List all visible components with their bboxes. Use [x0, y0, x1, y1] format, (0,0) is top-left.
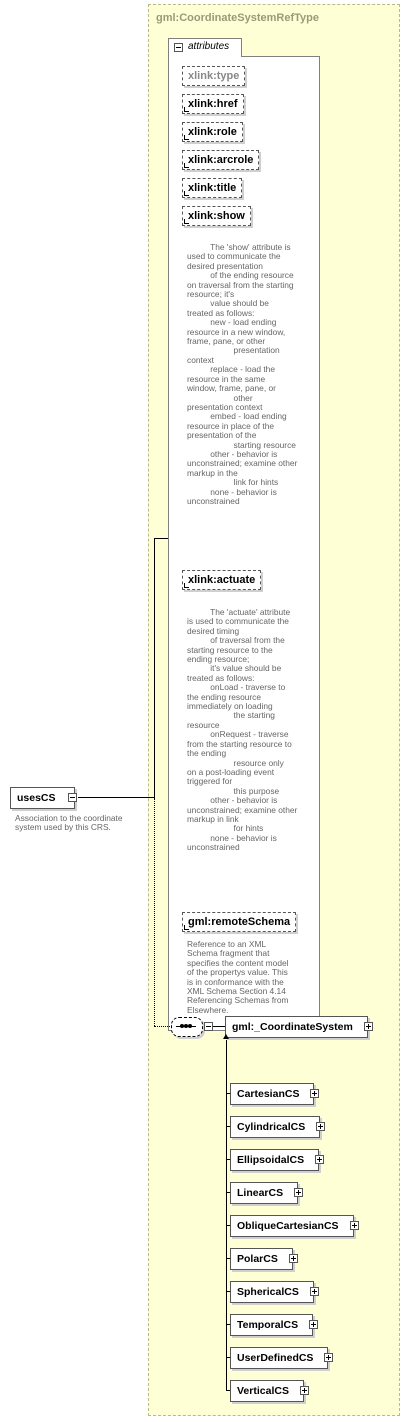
xlink-show-documentation: The 'show' attribute is used to communicate the desired presentation of the ending resource on traversal from the starting resource; it's value should be treated as follows: new - load ending resource in a new window, frame, pane, or other presentation context replace - load the resource in the same window, frame, pane, or other presentation context embed - load ending resource in place of the presentation of the starting resource other - behavior is unconstrained; examine other markup in the link for hints none - behavior is unconstrained: [187, 242, 298, 506]
expand-icon[interactable]: [315, 1155, 324, 1164]
connector-line: [213, 1026, 225, 1027]
attribute-xlink-href[interactable]: xlink:href: [182, 94, 244, 114]
collapse-sequence-icon[interactable]: [204, 1022, 213, 1031]
attribute-xlink-type[interactable]: xlink:type: [182, 66, 245, 86]
element-vertical-cs[interactable]: VerticalCS: [230, 1380, 304, 1402]
expand-icon[interactable]: [364, 1022, 373, 1031]
expand-icon[interactable]: [316, 1122, 325, 1131]
sequence-compositor-icon[interactable]: [171, 1017, 203, 1037]
reference-arrow-icon: [184, 135, 189, 140]
connector-line: [78, 797, 154, 798]
connector-line: [154, 538, 168, 539]
remote-schema-documentation: Reference to an XML Schema fragment that specifies the content model of the propertys value. This is in conformance with the XML Schema Section 4.14 Referencing Schemas from Elsewhere.: [187, 939, 289, 1015]
optional-connector-line: [154, 1026, 172, 1027]
element-cartesian-cs[interactable]: CartesianCS: [230, 1083, 314, 1105]
attribute-xlink-title[interactable]: xlink:title: [182, 178, 242, 198]
type-title: gml:CoordinateSystemRefType: [156, 12, 319, 24]
element-gml-coordinate-system[interactable]: gml:_CoordinateSystem: [225, 1016, 368, 1038]
optional-connector-line: [154, 798, 155, 1026]
reference-arrow-icon: [184, 107, 189, 112]
attribute-xlink-actuate[interactable]: xlink:actuate: [182, 570, 261, 590]
expand-icon[interactable]: [300, 1386, 309, 1395]
expand-icon[interactable]: [324, 1353, 333, 1362]
element-usesCS[interactable]: usesCS: [10, 787, 75, 809]
expand-icon[interactable]: [350, 1221, 359, 1230]
expand-icon[interactable]: [289, 1254, 298, 1263]
expand-icon[interactable]: [310, 1089, 319, 1098]
element-user-defined-cs[interactable]: UserDefinedCS: [230, 1347, 328, 1369]
attribute-xlink-role[interactable]: xlink:role: [182, 122, 243, 142]
attributes-panel: [168, 56, 320, 1031]
element-cylindrical-cs[interactable]: CylindricalCS: [230, 1116, 320, 1138]
attribute-xlink-arcrole[interactable]: xlink:arcrole: [182, 150, 259, 170]
expand-icon[interactable]: [294, 1188, 303, 1197]
reference-arrow-icon: [184, 925, 189, 930]
attributes-label: attributes: [188, 41, 230, 52]
attribute-xlink-show[interactable]: xlink:show: [182, 206, 251, 226]
reference-arrow-icon: [184, 191, 189, 196]
usesCS-documentation: Association to the coordinate system used by this CRS.: [15, 813, 123, 833]
expand-icon[interactable]: [309, 1320, 318, 1329]
element-temporal-cs[interactable]: TemporalCS: [230, 1314, 313, 1336]
element-spherical-cs[interactable]: SphericalCS: [230, 1281, 314, 1303]
substitution-arrow-icon: [223, 1034, 229, 1039]
attribute-gml-remote-schema[interactable]: gml:remoteSchema: [182, 912, 296, 932]
element-polar-cs[interactable]: PolarCS: [230, 1248, 293, 1270]
connector-line: [154, 538, 155, 798]
collapse-usesCS-icon[interactable]: [68, 793, 77, 802]
element-linear-cs[interactable]: LinearCS: [230, 1182, 298, 1204]
collapse-attributes-icon[interactable]: [174, 43, 183, 52]
reference-arrow-icon: [184, 583, 189, 588]
expand-icon[interactable]: [310, 1287, 319, 1296]
element-ellipsoidal-cs[interactable]: EllipsoidalCS: [230, 1149, 319, 1171]
xlink-actuate-documentation: The 'actuate' attribute is used to communicate the desired timing of traversal from the starting resource to the ending resource; it's value should be treated as follows: onLoad - traverse to the ending resource immediately on loading the starting resource onRequest - traverse from the starting resource to the ending resource only on a post-loading event triggered for this purpose other - behavior is unconstrained; examine other markup in link for hints none - behavior is unconstrained: [187, 607, 298, 853]
reference-arrow-icon: [184, 219, 189, 224]
element-oblique-cartesian-cs[interactable]: ObliqueCartesianCS: [230, 1215, 354, 1237]
reference-arrow-icon: [184, 163, 189, 168]
